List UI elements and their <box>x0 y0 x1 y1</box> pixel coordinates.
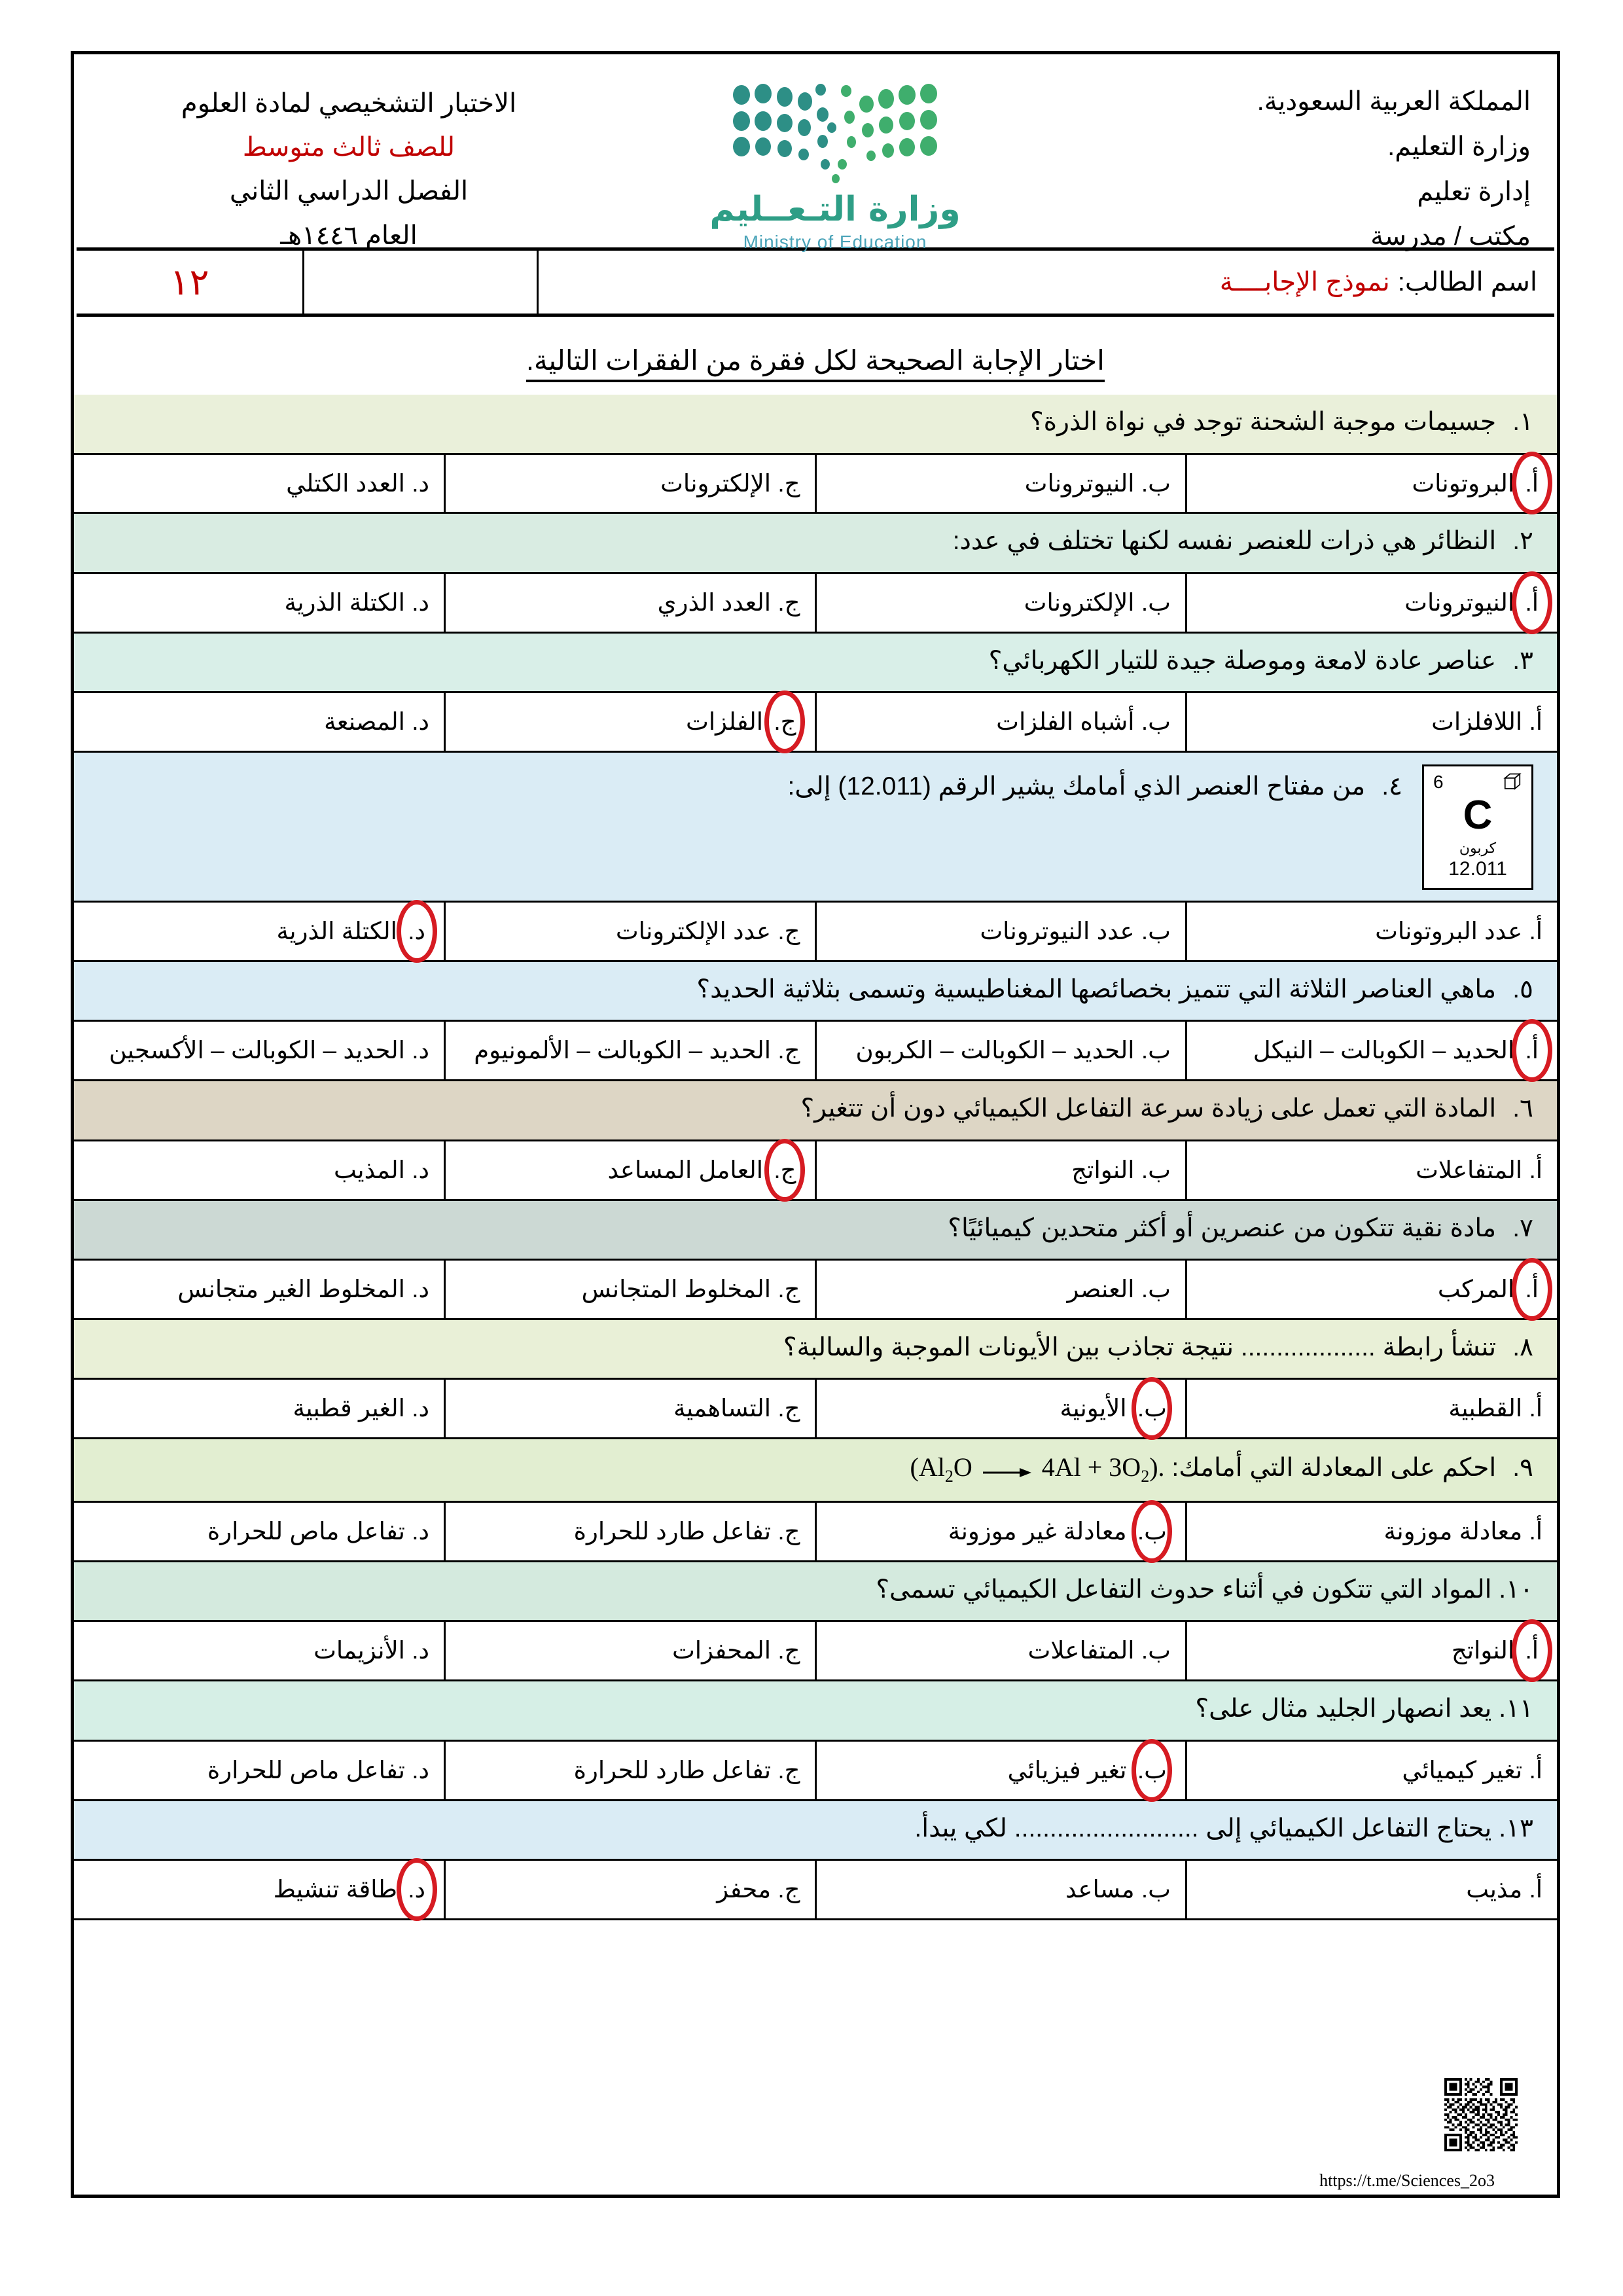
option-text: معادلة موزونة <box>1383 1518 1523 1545</box>
instruction-line <box>74 317 1557 395</box>
option-text: الكتلة الذرية <box>276 918 397 945</box>
option-cell[interactable] <box>1186 1021 1558 1081</box>
option-text: النيوترونات <box>1024 469 1135 497</box>
option-label: ب. <box>1141 469 1171 497</box>
option-label: ب. <box>1141 708 1171 736</box>
option-label: د. <box>412 588 429 616</box>
header-right-block <box>1073 74 1531 259</box>
question-stem-cell <box>74 1561 1557 1621</box>
option-text: المخلوط المتجانس <box>581 1276 772 1303</box>
header-department: إدارة تعليم <box>1417 177 1531 206</box>
option-text: النواتج <box>1451 1637 1515 1664</box>
option-text: المركب <box>1437 1276 1515 1303</box>
option-cell[interactable] <box>445 1140 816 1200</box>
question-stem-row <box>74 1561 1557 1621</box>
option-cell[interactable] <box>445 1621 816 1681</box>
option-text: محفز <box>717 1876 772 1903</box>
option-text: عدد الإلكترونات <box>615 918 772 945</box>
option-cell[interactable] <box>74 573 445 632</box>
option-text: المخلوط الغير متجانس <box>177 1276 405 1303</box>
question-stem-text: ٢. النظائر هي ذرات للعنصر نفسه لكنها تختلف في عدد: <box>952 527 1533 556</box>
option-cell[interactable] <box>1186 1740 1558 1800</box>
question-stem-cell <box>74 1800 1557 1860</box>
option-label: ج. <box>777 1037 800 1064</box>
header-left-block <box>100 74 597 258</box>
option-cell[interactable] <box>815 1140 1186 1200</box>
option-label-selected: ب. <box>1133 1513 1171 1550</box>
option-label: د. <box>412 1037 429 1064</box>
option-text: أشباه الفلزات <box>996 708 1135 736</box>
option-cell[interactable] <box>815 573 1186 632</box>
option-label: ب. <box>1141 1276 1171 1303</box>
student-score-cell: ١٢ <box>169 261 209 302</box>
element-symbol: C <box>1463 793 1493 838</box>
question-options-row <box>74 1860 1557 1920</box>
element-key-card <box>1422 764 1533 890</box>
option-label: أ. <box>1529 708 1543 736</box>
question-stem-row <box>74 1800 1557 1860</box>
option-text: تفاعل طارد للحرارة <box>573 1518 772 1545</box>
option-text: النواتج <box>1071 1156 1135 1183</box>
question-stem-text: ٥. ماهي العناصر الثلاثة التي تتميز بخصائصها المغناطيسية وتسمى بثلاثية الحديد؟ <box>696 975 1533 1003</box>
option-cell[interactable] <box>815 1621 1186 1681</box>
option-text: العدد الكتلي <box>286 469 405 497</box>
option-cell[interactable] <box>815 454 1186 513</box>
header-ministry: وزارة التعليم. <box>1387 132 1531 161</box>
question-options-row <box>74 1260 1557 1319</box>
option-cell[interactable] <box>445 573 816 632</box>
option-label: ب. <box>1141 1037 1171 1064</box>
option-label-selected: ج. <box>770 1152 800 1189</box>
document-header <box>74 54 1557 252</box>
option-label: د. <box>412 1637 429 1664</box>
option-text: تفاعل طارد للحرارة <box>573 1756 772 1784</box>
header-country: المملكة العربية السعودية. <box>1257 87 1531 116</box>
option-cell[interactable] <box>74 454 445 513</box>
option-cell[interactable] <box>445 1740 816 1800</box>
option-text: البروتونات <box>1412 469 1515 497</box>
element-atomic-number: 6 <box>1433 772 1444 793</box>
student-name-label: اسم الطالب: <box>1397 268 1537 296</box>
question-stem-cell <box>74 752 1557 902</box>
exam-title: الاختبار التشخيصي لمادة العلوم <box>181 89 517 118</box>
question-stem-text: ٨. تنشأ رابطة ................... نتيجة تجاذب بين الأيونات الموجبة والسالبة؟ <box>783 1333 1533 1361</box>
option-text: الحديد – الكوبالت – الكربون <box>855 1037 1135 1064</box>
option-cell[interactable] <box>74 1740 445 1800</box>
option-label-selected: ب. <box>1133 1390 1171 1427</box>
question-options-row <box>74 454 1557 513</box>
option-label: ج. <box>777 1395 800 1422</box>
option-cell[interactable] <box>815 1021 1186 1081</box>
question-stem-row <box>74 1081 1557 1141</box>
option-label: ب. <box>1141 1876 1171 1903</box>
option-cell[interactable] <box>74 1021 445 1081</box>
option-cell[interactable] <box>815 902 1186 961</box>
option-cell[interactable] <box>74 902 445 961</box>
question-stem-row <box>74 1439 1557 1502</box>
option-label: ج. <box>777 1876 800 1903</box>
option-text: معادلة غير موزونة <box>948 1518 1127 1545</box>
option-text: طاقة تنشيط <box>273 1876 397 1903</box>
exam-year: العام ١٤٤٦هـ <box>280 221 418 250</box>
option-cell[interactable] <box>445 1260 816 1319</box>
option-text: العامل المساعد <box>607 1156 764 1183</box>
question-stem-row <box>74 632 1557 692</box>
option-cell[interactable] <box>1186 1502 1558 1562</box>
question-options-row <box>74 1740 1557 1800</box>
document-footer <box>74 2096 1557 2195</box>
option-text: تفاعل ماص للحرارة <box>207 1518 405 1545</box>
qr-code-icon <box>1444 2078 1518 2151</box>
option-label: أ. <box>1529 918 1543 945</box>
option-cell[interactable] <box>74 1621 445 1681</box>
option-label: ب. <box>1141 588 1171 616</box>
option-cell[interactable] <box>815 1379 1186 1439</box>
option-label: د. <box>412 1518 429 1545</box>
logo-wordmark <box>709 192 960 253</box>
question-stem-cell <box>74 1681 1557 1741</box>
option-text: مذيب <box>1466 1876 1523 1903</box>
question-stem-text: ٣. عناصر عادة لامعة وموصلة جيدة للتيار الكهربائي؟ <box>988 646 1533 675</box>
question-stem-text: ٦. المادة التي تعمل على زيادة سرعة التفاعل الكيميائي دون أن تتغير؟ <box>800 1094 1533 1123</box>
option-cell[interactable] <box>1186 692 1558 752</box>
option-cell[interactable] <box>815 1860 1186 1920</box>
option-text: الحديد – الكوبالت – النيكل <box>1253 1037 1515 1064</box>
option-text: مساعد <box>1065 1876 1135 1903</box>
question-stem-row <box>74 395 1557 454</box>
reaction-arrow-icon <box>983 1451 1031 1489</box>
option-label: د. <box>412 1276 429 1303</box>
option-label-selected: أ. <box>1521 1632 1543 1669</box>
option-text: التساهمية <box>673 1395 772 1422</box>
instruction-text: اختار الإجابة الصحيحة لكل فقرة من الفقرات التالية. <box>526 345 1105 382</box>
student-info-row <box>77 247 1554 317</box>
option-label: ج. <box>777 1756 800 1784</box>
option-text: المحفزات <box>671 1637 772 1664</box>
option-text: تغير كيميائي <box>1402 1756 1523 1784</box>
question-stem-row <box>74 1681 1557 1741</box>
option-cell[interactable] <box>445 692 816 752</box>
question-stem-text: ٧. مادة نقية تتكون من عنصرين أو أكثر متحدين كيميائيًا؟ <box>948 1213 1533 1242</box>
option-label-selected: أ. <box>1521 584 1543 621</box>
option-label: د. <box>412 469 429 497</box>
option-text: الإلكترونات <box>1024 588 1135 616</box>
option-label: أ. <box>1529 1518 1543 1545</box>
question-stem-with-element <box>74 753 1557 901</box>
question-stem-cell <box>74 395 1557 454</box>
question-options-row <box>74 1021 1557 1081</box>
option-cell[interactable] <box>74 1502 445 1562</box>
option-label: ب. <box>1141 1156 1171 1183</box>
logo-dots-icon <box>727 81 943 188</box>
option-text: الإلكترونات <box>660 469 772 497</box>
question-stem-text: ١٠. المواد التي تتكون في أثناء حدوث التفاعل الكيميائي تسمى؟ <box>876 1575 1533 1604</box>
question-options-row <box>74 1502 1557 1562</box>
option-text: الأيونية <box>1060 1395 1127 1422</box>
option-text: المذيب <box>333 1156 405 1183</box>
option-label: ج. <box>777 588 800 616</box>
option-text: المتفاعلات <box>1027 1637 1135 1664</box>
question-stem-cell <box>74 513 1557 573</box>
option-cell[interactable] <box>74 1860 445 1920</box>
option-cell[interactable] <box>1186 1379 1558 1439</box>
option-text: العدد الذري <box>657 588 772 616</box>
option-label: ج. <box>777 1518 800 1545</box>
option-label: ج. <box>777 918 800 945</box>
question-stem-cell <box>74 1439 1557 1502</box>
header-office-school: مكتب / مدرسة <box>1370 222 1531 251</box>
question-stem-row <box>74 1319 1557 1379</box>
option-cell[interactable] <box>1186 573 1558 632</box>
option-cell[interactable] <box>815 1502 1186 1562</box>
question-stem-row <box>74 752 1557 902</box>
question-stem-cell <box>74 1081 1557 1141</box>
option-text: الأنزيمات <box>313 1637 405 1664</box>
chemical-equation: ($Al_2O$ $4Al + 3O_2$). <box>910 1448 1165 1489</box>
option-cell[interactable] <box>815 692 1186 752</box>
option-text: عدد البروتونات <box>1375 918 1523 945</box>
option-cell[interactable] <box>74 1260 445 1319</box>
option-label: ب. <box>1141 918 1171 945</box>
question-options-row <box>74 1140 1557 1200</box>
option-label: ج. <box>777 1637 800 1664</box>
option-cell[interactable] <box>1186 1260 1558 1319</box>
element-atomic-mass: 12.011 <box>1448 858 1507 880</box>
question-stem-text: ١١. يعد انصهار الجليد مثال على؟ <box>1195 1695 1533 1723</box>
question-stem-text: ١. جسيمات موجبة الشحنة توجد في نواة الذرة؟ <box>1029 408 1533 436</box>
option-cell[interactable] <box>74 692 445 752</box>
option-label: أ. <box>1529 1156 1543 1183</box>
question-stem-row <box>74 513 1557 573</box>
option-cell[interactable] <box>445 902 816 961</box>
questions-table <box>74 395 1557 1920</box>
option-text: تغير فيزيائي <box>1007 1756 1127 1784</box>
option-label-selected: د. <box>404 1871 429 1908</box>
option-text: المصنعة <box>324 708 405 736</box>
option-text: عدد النيوترونات <box>980 918 1135 945</box>
student-name-value: نموذج الإجابــــة <box>1219 268 1390 296</box>
option-text: اللافلزات <box>1431 708 1523 736</box>
ministry-logo <box>671 74 999 253</box>
option-label-selected: أ. <box>1521 465 1543 502</box>
element-name: كربون <box>1459 840 1497 857</box>
footer-url: https://t.me/Sciences_2o3 <box>1319 2171 1495 2190</box>
option-text: الحديد – الكوبالت – الألمونيوم <box>474 1037 772 1064</box>
question-options-row <box>74 1621 1557 1681</box>
question-options-row <box>74 1379 1557 1439</box>
question-stem-cell <box>74 1200 1557 1260</box>
option-text: الغير قطبية <box>293 1395 405 1422</box>
exam-sheet <box>71 51 1560 2198</box>
option-label: ب. <box>1141 1637 1171 1664</box>
exam-grade: للصف ثالث متوسط <box>242 133 455 162</box>
option-label: د. <box>412 1156 429 1183</box>
option-label: أ. <box>1529 1395 1543 1422</box>
option-cell[interactable] <box>1186 1860 1558 1920</box>
option-cell[interactable] <box>1186 1140 1558 1200</box>
question-stem-cell <box>74 1319 1557 1379</box>
option-cell[interactable] <box>815 1740 1186 1800</box>
option-label-selected: أ. <box>1521 1271 1543 1308</box>
option-cell[interactable] <box>445 1379 816 1439</box>
option-label: ج. <box>777 1276 800 1303</box>
logo-arabic-text: وزارة التـعــليم <box>709 190 961 229</box>
option-label-selected: أ. <box>1521 1032 1543 1069</box>
option-text: الحديد – الكوبالت – الأكسجين <box>109 1037 405 1064</box>
question-options-row <box>74 692 1557 752</box>
option-label: د. <box>412 1395 429 1422</box>
option-label-selected: ب. <box>1133 1752 1171 1789</box>
student-name-cell <box>537 251 1554 314</box>
option-cell[interactable] <box>445 1502 816 1562</box>
question-stem-text: ٩. احكم على المعادلة التي أمامك: ($Al_2O$ $4Al + 3O_2$). <box>74 1439 1557 1501</box>
option-cell[interactable] <box>1186 454 1558 513</box>
option-label: أ. <box>1529 1756 1543 1784</box>
option-cell[interactable] <box>445 454 816 513</box>
cube-icon <box>1503 772 1522 792</box>
option-text: النيوترونات <box>1404 588 1515 616</box>
option-text: القطبية <box>1448 1395 1523 1422</box>
question-stem-row <box>74 961 1557 1021</box>
exam-term: الفصل الدراسي الثاني <box>229 177 469 206</box>
option-text: الكتلة الذرية <box>284 588 405 616</box>
option-cell[interactable] <box>445 1021 816 1081</box>
question-options-row <box>74 573 1557 632</box>
option-text: تفاعل ماص للحرارة <box>207 1756 405 1784</box>
question-options-row <box>74 902 1557 961</box>
option-cell[interactable] <box>815 1260 1186 1319</box>
option-cell[interactable] <box>1186 1621 1558 1681</box>
option-cell[interactable] <box>1186 902 1558 961</box>
option-label-selected: ج. <box>770 704 800 740</box>
option-cell[interactable] <box>74 1379 445 1439</box>
option-label: ج. <box>777 469 800 497</box>
option-cell[interactable] <box>74 1140 445 1200</box>
option-label: د. <box>412 1756 429 1784</box>
question-stem-text: ٤. من مفتاح العنصر الذي أمامك يشير الرقم (12.011) إلى: <box>787 772 1402 801</box>
logo-english-text: Ministry of Education <box>743 232 927 252</box>
option-label: د. <box>412 708 429 736</box>
option-cell[interactable] <box>445 1860 816 1920</box>
question-stem-cell <box>74 632 1557 692</box>
option-text: المتفاعلات <box>1416 1156 1523 1183</box>
option-label: أ. <box>1529 1876 1543 1903</box>
option-text: العنصر <box>1067 1276 1135 1303</box>
question-stem-cell <box>74 961 1557 1021</box>
question-stem-row <box>74 1200 1557 1260</box>
option-label-selected: د. <box>404 913 429 950</box>
student-blank-cell <box>302 251 537 314</box>
option-text: الفلزات <box>686 708 764 736</box>
question-stem-text: ١٣. يحتاج التفاعل الكيميائي إلى .......................... لكي يبدأ. <box>914 1814 1533 1842</box>
